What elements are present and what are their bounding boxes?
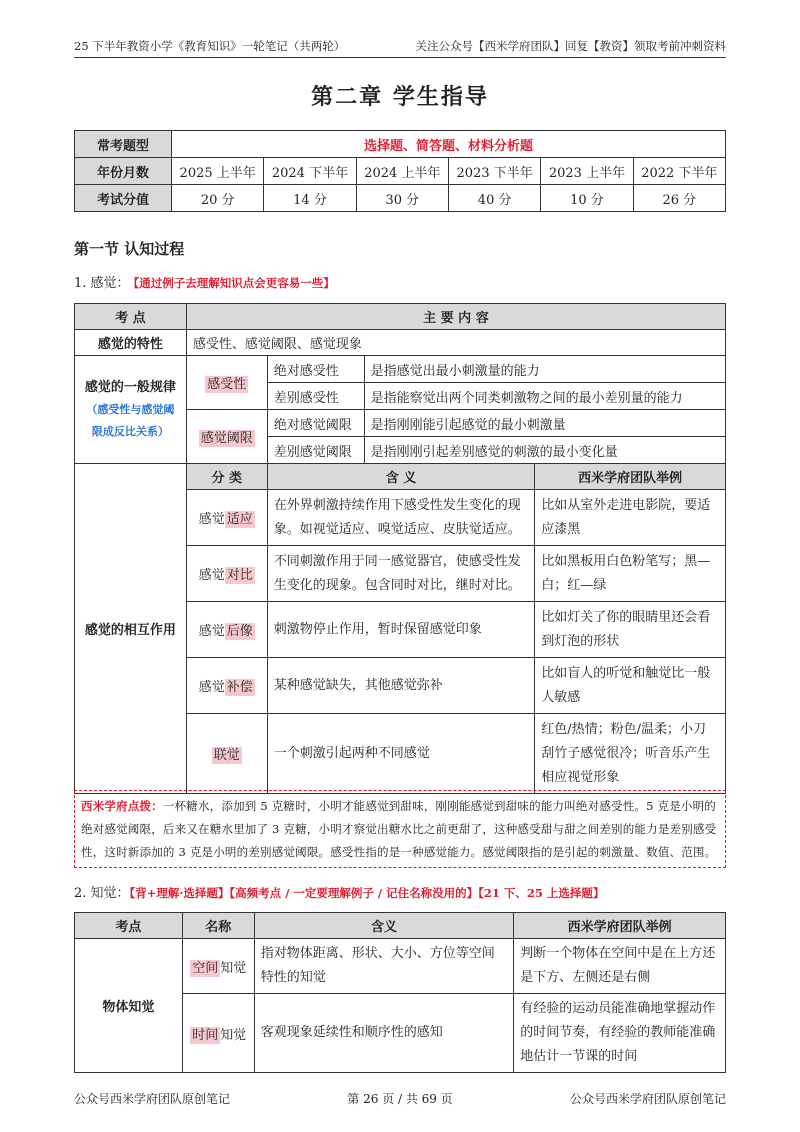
name-key: 空间 xyxy=(192,960,219,976)
law-cell xyxy=(75,356,187,464)
name-post: 知觉 xyxy=(220,960,247,976)
row-desc: 是指刚刚引起差别感觉的刺激的最小变化量 xyxy=(364,437,725,464)
example-cell: 比如黑板用白色粉笔写；黑—白；红—绿 xyxy=(535,546,726,602)
table-row xyxy=(75,913,726,939)
name-key: 时间 xyxy=(192,1027,219,1043)
exam-info-table xyxy=(74,130,726,212)
header-example: 西米学府团队举例 xyxy=(535,464,726,490)
tip-box xyxy=(74,790,726,868)
subsection-label: 2. 知觉： xyxy=(74,886,130,901)
class-cell xyxy=(186,490,267,546)
score-label: 考试分值 xyxy=(75,185,172,212)
year-cell: 2023 上半年 xyxy=(541,158,633,185)
object-label: 物体知觉 xyxy=(75,939,183,1073)
law-label: 感觉的一般规律 xyxy=(84,380,176,395)
header-left: 25 下半年教资小学《教育知识》一轮笔记（共两轮） xyxy=(74,39,346,53)
footer-left: 公众号西米学府团队原创笔记 xyxy=(74,1092,231,1106)
footer-right: 公众号西米学府团队原创笔记 xyxy=(569,1092,726,1106)
example-cell: 比如从室外走进电影院，要适应漆黑 xyxy=(535,490,726,546)
class-cell xyxy=(186,714,267,794)
example-cell: 判断一个物体在空间中是在上方还是下方、左侧还是右侧 xyxy=(514,939,726,994)
year-cell: 2022 下半年 xyxy=(633,158,725,185)
row-desc: 是指刚刚能引起感觉的最小刺激量 xyxy=(364,410,725,437)
law-note: （感受性与感觉阈限成反比关系） xyxy=(86,403,175,438)
header-point: 考 点 xyxy=(75,304,187,330)
meaning-cell: 某种感觉缺失，其他感觉弥补 xyxy=(267,658,535,714)
threshold-label: 感觉阈限 xyxy=(200,431,253,446)
header-meaning: 含义 xyxy=(254,913,514,939)
row-name: 差别感受性 xyxy=(267,383,364,410)
meaning-cell: 指对物体距离、形状、大小、方位等空间特性的知觉 xyxy=(254,939,514,994)
class-pre: 感觉 xyxy=(198,624,225,639)
name-cell xyxy=(182,939,254,994)
header-name: 名称 xyxy=(182,913,254,939)
perception-table xyxy=(74,912,726,1073)
trait-label: 感觉的特性 xyxy=(75,330,187,356)
subsection-perception xyxy=(74,882,604,901)
section-title: 第一节 认知过程 xyxy=(74,240,185,258)
trait-value: 感受性、感觉阈限、感觉现象 xyxy=(186,330,725,356)
meaning-cell: 不同刺激作用于同一感觉器官，使感受性发生变化的现象。包含同时对比，继时对比。 xyxy=(267,546,535,602)
score-cell: 40 分 xyxy=(448,185,540,212)
score-cell: 20 分 xyxy=(172,185,264,212)
class-key: 后像 xyxy=(226,624,253,639)
table-row xyxy=(75,356,726,383)
meaning-cell: 在外界刺激持续作用下感受性发生变化的现象。如视觉适应、嗅觉适应、皮肤觉适应。 xyxy=(267,490,535,546)
name-post: 知觉 xyxy=(220,1027,247,1043)
example-cell: 红色/热情；粉色/温柔；小刀刮竹子感觉很冷；听音乐产生相应视觉形象 xyxy=(535,714,726,794)
class-key: 联觉 xyxy=(213,748,240,763)
meaning-cell: 一个刺激引起两种不同感觉 xyxy=(267,714,535,794)
score-cell: 30 分 xyxy=(356,185,448,212)
table-row xyxy=(75,304,726,330)
tip-tag: 西米学府点拨： xyxy=(81,799,163,813)
question-type-label: 常考题型 xyxy=(75,131,172,158)
subsection-sensation xyxy=(74,272,335,291)
header-meaning: 含 义 xyxy=(267,464,535,490)
subsection-note: 【通过例子去理解知识点会更容易一些】 xyxy=(133,276,335,290)
interact-label: 感觉的相互作用 xyxy=(75,464,187,794)
header-point: 考点 xyxy=(75,913,183,939)
example-cell: 比如盲人的听觉和触觉比一般人敏感 xyxy=(535,658,726,714)
row-name: 绝对感觉阈限 xyxy=(267,410,364,437)
row-desc: 是指感觉出最小刺激量的能力 xyxy=(364,356,725,383)
table-row xyxy=(75,185,726,212)
row-desc: 是指能察觉出两个同类刺激物之间的最小差别量的能力 xyxy=(364,383,725,410)
table-row xyxy=(75,939,726,994)
class-key: 对比 xyxy=(226,568,253,583)
row-name: 差别感觉阈限 xyxy=(267,437,364,464)
header-class: 分 类 xyxy=(186,464,267,490)
year-cell: 2024 上半年 xyxy=(356,158,448,185)
meaning-cell: 刺激物停止作用，暂时保留感觉印象 xyxy=(267,602,535,658)
page-number: 第 26 页 / 共 69 页 xyxy=(347,1092,453,1106)
sensitivity-label: 感受性 xyxy=(207,377,247,392)
header-right: 关注公众号【西米学府团队】回复【教资】领取考前冲刺资料 xyxy=(415,39,726,53)
class-cell xyxy=(186,602,267,658)
page-footer xyxy=(74,1090,726,1107)
year-cell: 2024 下半年 xyxy=(264,158,356,185)
score-cell: 10 分 xyxy=(541,185,633,212)
tip-text: 一杯糖水，添加到 5 克糖时，小明才能感觉到甜味，刚刚能感觉到甜味的能力叫绝对感受性。5 克是小明的绝对感觉阈限，后来又在糖水里加了 3 克糖，小明才察觉出糖水比之前更甜了，这种感受甜与甜之间差别的能力是差别感受性，这时新添加的 3 克是小明的差别感觉阈限。感受性指的是一种感觉能力。感觉阈限指的是引起的刺激量、数值、范围。 xyxy=(81,799,717,859)
meaning-cell: 客观现象延续性和顺序性的感知 xyxy=(254,994,514,1073)
row-name: 绝对感受性 xyxy=(267,356,364,383)
table-row xyxy=(75,464,726,490)
table-row xyxy=(75,131,726,158)
sensitivity-cell xyxy=(186,356,267,410)
table-row xyxy=(75,158,726,185)
chapter-title: 第二章 学生指导 xyxy=(311,84,489,110)
table-row xyxy=(75,330,726,356)
year-cell: 2025 上半年 xyxy=(172,158,264,185)
class-key: 补偿 xyxy=(226,680,253,695)
class-pre: 感觉 xyxy=(198,512,225,527)
subsection-note: 【背+理解·选择题】【高频考点 / 一定要理解例子 / 记住名称没用的】【21 下、25 上选择题】 xyxy=(129,886,605,900)
sensation-table xyxy=(74,303,726,794)
example-cell: 比如灯关了你的眼睛里还会看到灯泡的形状 xyxy=(535,602,726,658)
class-cell xyxy=(186,658,267,714)
class-key: 适应 xyxy=(226,512,253,527)
year-label: 年份月数 xyxy=(75,158,172,185)
threshold-cell xyxy=(186,410,267,464)
example-cell: 有经验的运动员能准确地掌握动作的时间节奏，有经验的教师能准确地估计一节课的时间 xyxy=(514,994,726,1073)
score-cell: 26 分 xyxy=(633,185,725,212)
class-pre: 感觉 xyxy=(198,568,225,583)
subsection-label: 1. 感觉： xyxy=(74,276,130,291)
class-cell xyxy=(186,546,267,602)
header-example: 西米学府团队举例 xyxy=(514,913,726,939)
class-pre: 感觉 xyxy=(198,680,225,695)
name-cell xyxy=(182,994,254,1073)
header-content: 主 要 内 容 xyxy=(186,304,725,330)
year-cell: 2023 下半年 xyxy=(448,158,540,185)
question-type-value: 选择题、简答题、材料分析题 xyxy=(172,131,726,158)
score-cell: 14 分 xyxy=(264,185,356,212)
page-header xyxy=(74,38,726,58)
